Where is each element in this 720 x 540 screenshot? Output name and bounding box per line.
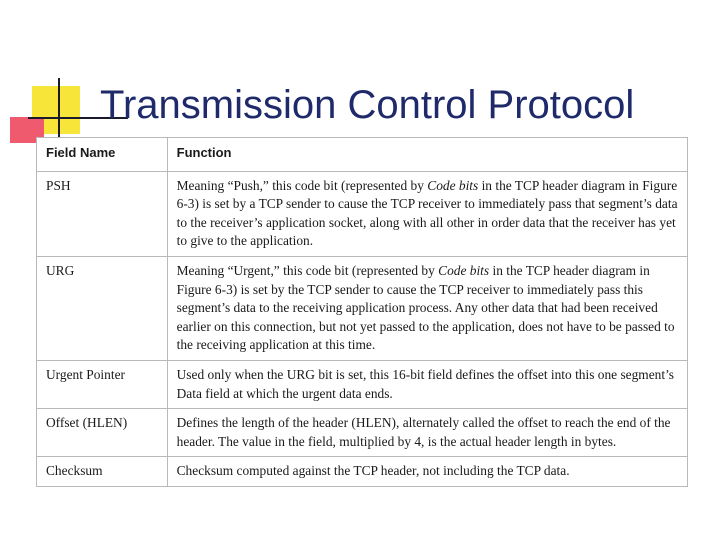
function-cell [167,171,687,256]
header-function: Function [167,138,687,172]
function-text: Checksum computed against the TCP header, not including the TCP data. [176,463,570,479]
function-text-continued: in the TCP header diagram in Figure 6-3) is set by a TCP sender to cause the TCP receiver to immediately pass that segment’s data to the receiver’s application socket, along with all other in order data that the receiver has yet to give to the application. [176,177,678,249]
function-emphasis: Code bits [438,262,490,278]
function-text-continued: in the TCP header diagram in Figure 6-3) is set by the TCP sender to cause the TCP receiver to immediately pass this segment’s data to the receiving application process. Any other data that had been received earlier on this connection, but not yet passed to the application, does not have to be passed to the receiving application at this time. [176,262,675,353]
table-row [37,256,688,360]
function-cell [167,409,687,457]
field-name-cell: Checksum [37,457,168,487]
function-text: Used only when the URG bit is set, this 16-bit field defines the offset into this one segment’s Data field at which the urgent data ends. [176,366,675,401]
function-emphasis: Code bits [427,177,479,193]
field-name-cell: Offset (HLEN) [37,409,168,457]
field-name-cell: URG [37,256,168,360]
table-row [37,171,688,256]
tcp-fields-table [36,137,688,487]
header-field-name: Field Name [37,138,168,172]
field-name-cell: PSH [37,171,168,256]
function-text: Meaning “Push,” this code bit (represented by [176,177,428,193]
slide-title: Transmission Control Protocol [100,83,635,127]
table-row [37,360,688,408]
table-header-row [37,138,688,172]
function-text: Defines the length of the header (HLEN), alternately called the offset to reach the end of the header. The value in the field, multiplied by 4, is the actual header length in bytes. [176,415,671,449]
function-cell [167,360,687,408]
table-row [37,457,688,487]
function-cell [167,256,687,360]
table-row [37,409,688,457]
function-text: Meaning “Urgent,” this code bit (represented by [176,262,439,278]
field-name-cell: Urgent Pointer [37,360,168,408]
function-cell [167,457,687,487]
